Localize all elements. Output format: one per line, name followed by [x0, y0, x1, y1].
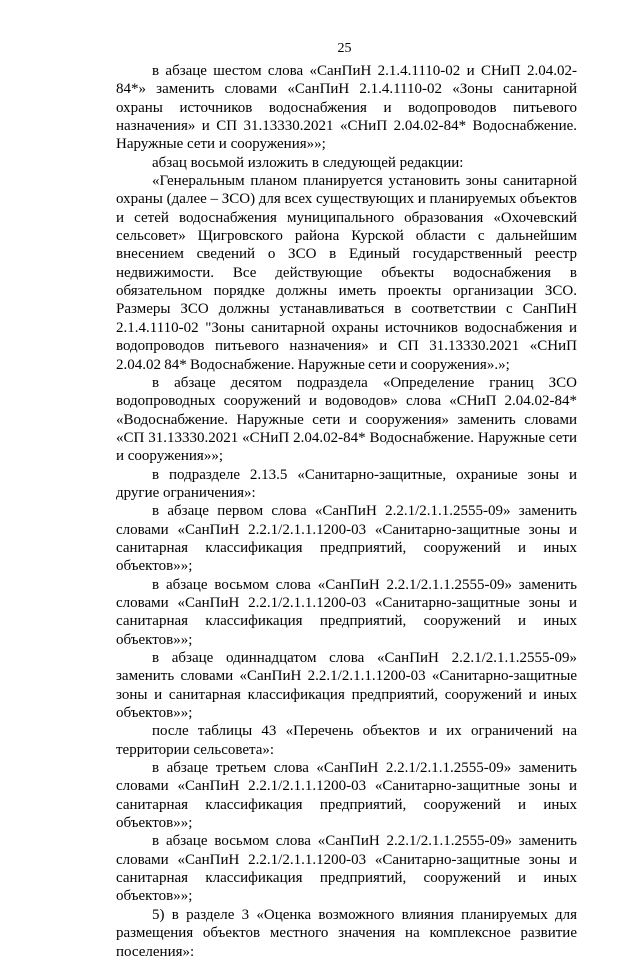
paragraph-11: в абзаце восьмом слова «СанПиН 2.2.1/2.1.1.2555-09» заменить словами «СанПиН 2.2.1/2.1.1.1200-03 «Санитарно-защитные зоны и санитарная классификация предприятий, сооружений и иных объектов»»;	[116, 833, 577, 905]
paragraph-12: 5) в разделе 3 «Оценка возможного влияния планируемых для размещения объектов местного значения на комплексное развитие поселения»:	[116, 906, 577, 960]
paragraph-10: в абзаце третьем слова «СанПиН 2.2.1/2.1.1.2555-09» заменить словами «СанПиН 2.2.1/2.1.1.1200-03 «Санитарно-защитные зоны и санитарная классификация предприятий, сооружений и иных объектов»»;	[116, 760, 577, 832]
paragraph-6: в абзаце первом слова «СанПиН 2.2.1/2.1.1.2555-09» заменить словами «СанПиН 2.2.1/2.1.1.1200-03 «Санитарно-защитные зоны и санитарная классификация предприятий, сооружений и иных объектов»»;	[116, 503, 577, 575]
paragraph-9: после таблицы 43 «Перечень объектов и их ограничений на территории сельсовета»:	[116, 723, 577, 758]
paragraph-5: в подразделе 2.13.5 «Санитарно-защитные, охраниые зоны и другие ограничения»:	[116, 466, 577, 501]
paragraph-2: абзац восьмой изложить в следующей редакции:	[152, 154, 464, 171]
paragraph-4: в абзаце десятом подраздела «Определение границ ЗСО водопроводных сооружений и водоводов» слова «СНиП 2.04.02-84* «Водоснабжение. Наружные сети и сооружения» заменить словами «СП 31.13330.2021 «СНиП 2.04.02-84* Водоснабжение. Наружные сети и сооружения»»;	[116, 374, 577, 465]
paragraph-3: «Генеральным планом планируется установить зоны санитарной охраны (далее – ЗСО) для всех существующих и планируемых объектов и сетей водоснабжения муниципального образования «Охочевский сельсовет» Щигровского района Курской области с дальнейшим внесением сведений о ЗСО в Единый государственный реестр недвижимости. Все действующие объекты водоснабжения в обязательном порядке должны иметь проекты организации ЗСО. Размеры ЗСО должны устанавливаться в соответствии с СанПиН 2.1.4.1110-02 "Зоны санитарной охраны источников водоснабжения и водопроводов питьевого назначения» и СП 31.13330.2021 «СНиП 2.04.02 84* Водоснабжение. Наружные сети и сооружения».»;	[116, 173, 577, 373]
page-number: 25	[337, 41, 352, 56]
paragraph-7: в абзаце восьмом слова «СанПиН 2.2.1/2.1.1.2555-09» заменить словами «СанПиН 2.2.1/2.1.1.1200-03 «Санитарно-защитные зоны и санитарная классификация предприятий, сооружений и иных объектов»»;	[116, 576, 577, 648]
paragraph-8: в абзаце одиннадцатом слова «СанПиН 2.2.1/2.1.1.2555-09» заменить словами «СанПиН 2.2.1/2.1.1.1200-03 «Санитарно-защитные зоны и санитарная классификация предприятий, сооружений и иных объектов»»;	[116, 650, 577, 722]
paragraph-1: в абзаце шестом слова «СанПиН 2.1.4.1110-02 и СНиП 2.04.02-84*» заменить словами «СанПиН 2.1.4.1110-02 «Зоны санитарной охраны источников водоснабжения и водопроводов питьевого назначения» и СП 31.13330.2021 «СНиП 2.04.02-84* Водоснабжение. Наружные сети и сооружения»»;	[116, 63, 577, 153]
